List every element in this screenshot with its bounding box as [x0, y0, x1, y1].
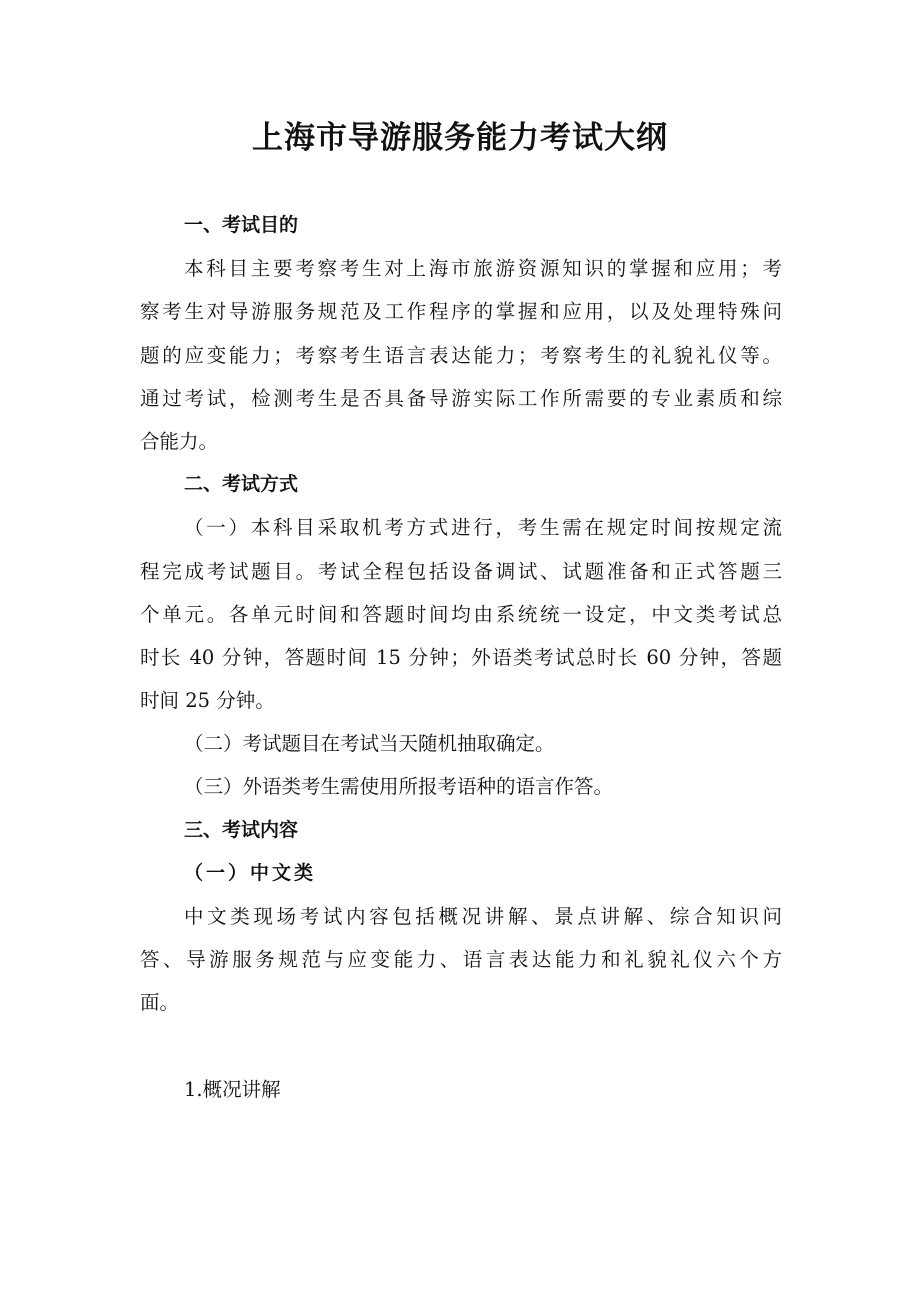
paragraph-line: 个单元。各单元时间和答题时间均由系统统一设定，中文类考试总	[140, 602, 782, 626]
item-heading-overview: 1.概况讲解	[184, 1077, 281, 1101]
paragraph-line: 中文类现场考试内容包括概况讲解、景点讲解、综合知识问	[184, 905, 782, 928]
paragraph-line: 程完成考试题目。考试全程包括设备调试、试题准备和正式答题三	[140, 559, 782, 583]
paragraph-line: （三）外语类考生需使用所报考语种的语言作答。	[184, 775, 614, 799]
paragraph-line: 察考生对导游服务规范及工作程序的掌握和应用，以及处理特殊问	[140, 300, 782, 324]
paragraph-line: 时间 25 分钟。	[140, 689, 275, 713]
paragraph-line: 本科目主要考察考生对上海市旅游资源知识的掌握和应用；考	[184, 257, 782, 281]
section-heading-method: 二、考试方式	[184, 473, 299, 496]
section-heading-purpose: 一、考试目的	[184, 214, 299, 236]
document-body	[140, 204, 782, 1111]
subsection-heading-chinese: （一）中文类	[184, 861, 317, 884]
paragraph-line: 答、导游服务规范与应变能力、语言表达能力和礼貌礼仪六个方	[140, 948, 782, 972]
paragraph-line: 时长 40 分钟，答题时间 15 分钟；外语类考试总时长 60 分钟，答题	[140, 645, 782, 669]
section-heading-content: 三、考试内容	[184, 818, 299, 841]
paragraph-line: （二）考试题目在考试当天随机抽取确定。	[184, 732, 555, 756]
paragraph-line: （一）本科目采取机考方式进行，考生需在规定时间按规定流	[184, 516, 782, 540]
paragraph-line: 题的应变能力；考察考生语言表达能力；考察考生的礼貌礼仪等。	[140, 343, 782, 367]
document-title: 上海市导游服务能力考试大纲	[252, 120, 668, 156]
paragraph-line: 面。	[140, 991, 180, 1015]
paragraph-line: 合能力。	[140, 429, 219, 453]
paragraph-line: 通过考试，检测考生是否具备导游实际工作所需要的专业素质和综	[140, 386, 782, 410]
